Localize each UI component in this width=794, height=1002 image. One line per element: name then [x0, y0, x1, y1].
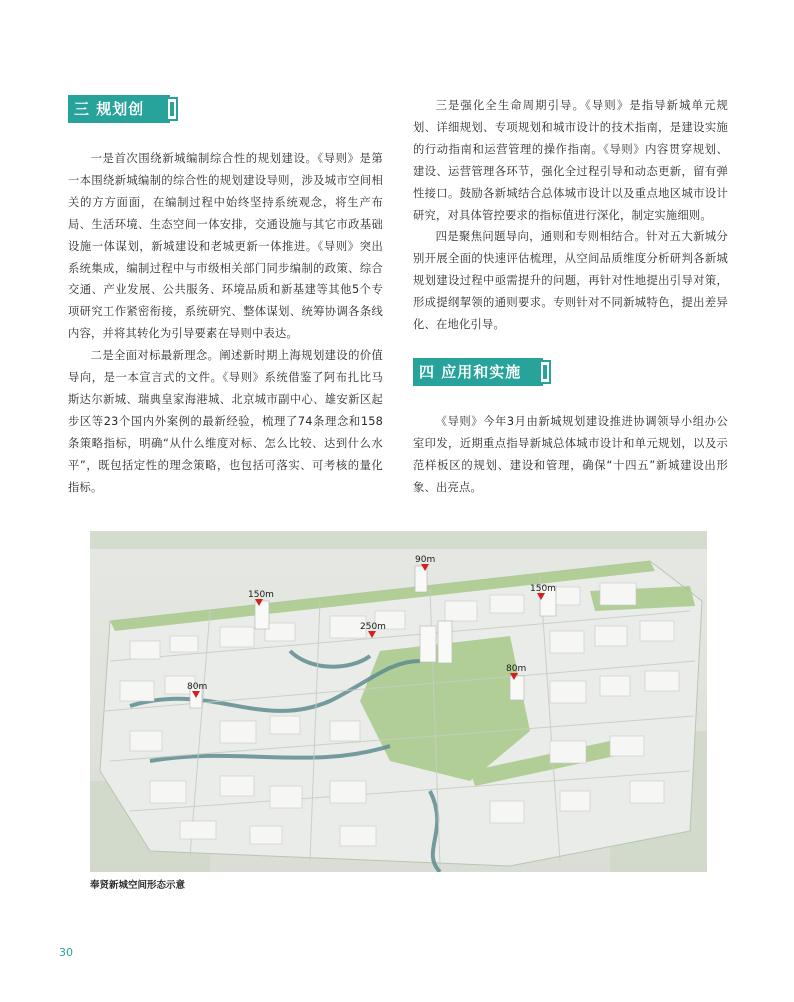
city-rendering-image	[90, 531, 707, 872]
height-label: 80m	[506, 664, 527, 674]
page-number: 30	[59, 946, 73, 959]
paragraph: 二是全面对标最新理念。阐述新时期上海规划建设的价值导向，是一本宣言式的文件。《导则》系统借鉴了阿布扎比马斯达尔新城、瑞典皇家海港城、北京城市副中心、雄安新区起步区等23个国内外案例的最新经验，梳理了74条理念和158条策略指标，明确“从什么维度对标、怎么比较、达到什么水平”，既包括定性的理念策略，也包括可落实、可考核的量化指标。	[68, 349, 383, 494]
section-title: 三 规划创新	[68, 95, 170, 123]
height-label: 250m	[360, 622, 386, 632]
aerial-city-model	[90, 531, 707, 872]
height-label: 90m	[415, 555, 436, 565]
left-column	[68, 95, 383, 499]
section-bracket-icon	[539, 360, 551, 384]
paragraph: 一是首次围绕新城编制综合性的规划建设。《导则》是第一本围绕新城编制的综合性的规划建设导则，涉及城市空间相关的方方面面，在编制过程中始终坚持系统观念，将生产布局、生活环境、生态空间一体安排，交通设施与其它市政基础设施一体谋划，新城建设和老城更新一体推进。《导则》突出系统集成，编制过程中与市级相关部门同步编制的政策、综合交通、产业发展、公共服务、环境品质和新基建等其他5个专项研究工作紧密衔接，系统研究、整体谋划、统筹协调各条线内容，并将其转化为引导要素在导则中表达。	[68, 152, 383, 341]
height-label: 80m	[187, 682, 208, 692]
height-label: 150m	[248, 590, 274, 600]
paragraph: 三是强化全生命周期引导。《导则》是指导新城单元规划、详细规划、专项规划和城市设计的技术指南，是建设实施的行动指南和运营管理的操作指南。《导则》内容贯穿规划、建设、运营管理各环节，强化全过程引导和动态更新，留有弹性接口。鼓励各新城结合总体城市设计以及重点地区城市设计研究，对具体管控要求的指标值进行深化，制定实施细则。	[413, 99, 728, 222]
paragraph: 《导则》今年3月由新城规划建设推进协调领导小组办公室印发，近期重点指导新城总体城市设计和单元规划，以及示范样板区的规划、建设和管理，确保“十四五”新城建设出形象、出亮点。	[413, 414, 728, 494]
section-header-application	[413, 358, 728, 409]
right-column	[413, 95, 728, 499]
section-bracket-icon	[166, 97, 178, 121]
figure-caption: 奉贤新城空间形态示意	[90, 880, 186, 891]
paragraph: 四是聚焦问题导向，通则和专则相结合。针对五大新城分别开展全面的快速评估梳理，从空间品质维度分析研判各新城规划建设过程中亟需提升的问题，再针对性地提出引导对策，形成提纲挈领的通则要求。专则针对不同新城特色，提出差异化、在地化引导。	[413, 230, 728, 332]
section-title: 四 应用和实施情况	[413, 358, 543, 386]
height-label: 150m	[530, 584, 556, 594]
section-header-planning-innovation	[68, 95, 383, 146]
